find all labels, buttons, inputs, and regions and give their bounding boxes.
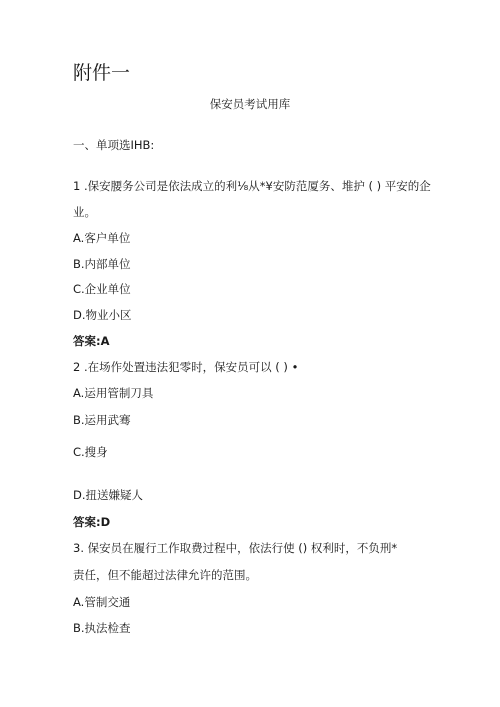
attachment-heading: 附件一 <box>73 62 131 84</box>
question-3-option-a: A.管制交通 <box>73 595 131 609</box>
question-3-prompt-line2: 责任，但不能超过法律允许的范围。 <box>73 568 257 582</box>
question-1-option-c: C.企业单位 <box>73 282 131 296</box>
document-title: 保安员考试用库 <box>209 97 291 111</box>
question-1-option-b: B.内部单位 <box>73 257 131 271</box>
question-1-prompt-line1: 1 .保安腰务公司是依法成立的利⅛从*¥安防范厦务、堆护 ( ) 平安的企 <box>73 179 431 193</box>
question-2-option-d: D.扭送嫌疑人 <box>73 488 144 502</box>
question-2-answer: 答案:D <box>73 515 111 529</box>
question-2-option-a: A.运用管制刀具 <box>73 386 154 400</box>
question-2-option-c: C.搜身 <box>73 445 108 459</box>
question-2-option-b: B.运用武骞 <box>73 413 131 427</box>
question-1-option-a: A.客户单位 <box>73 231 131 245</box>
section-title: 一、单项选IHB: <box>73 138 155 152</box>
question-1-prompt-line2: 业。 <box>73 205 96 219</box>
question-3-option-b: B.执法检查 <box>73 621 131 635</box>
question-1-answer: 答案:A <box>73 334 110 348</box>
question-3-prompt-line1: 3. 保安员在履行工作取费过程中，依法行使 () 权利时，不负刑* <box>73 541 398 555</box>
question-1-option-d: D.物业小区 <box>73 308 132 322</box>
question-2-prompt-line1: 2 .在场作处置违法犯零时，保安员可以 ( ) • <box>73 360 299 374</box>
